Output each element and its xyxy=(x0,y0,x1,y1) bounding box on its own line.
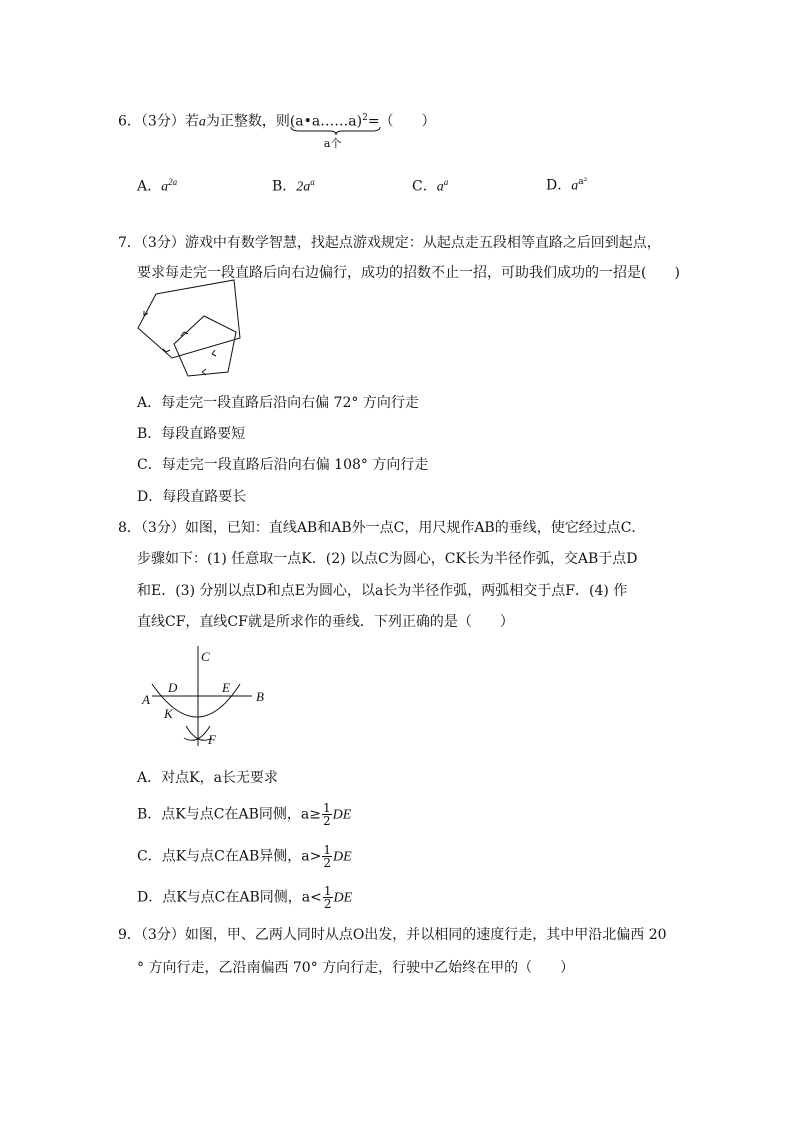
q6-var: a xyxy=(198,114,206,130)
q6-number: 6． xyxy=(118,113,141,130)
q8-option-c-text: C．点K与点C在AB异侧，a> xyxy=(137,848,322,865)
q9-stem-line2: ° 方向行走，乙沿南偏西 70° 方向行走，行驶中乙始终在甲的（ ） xyxy=(137,960,575,976)
outer-pentagon xyxy=(138,280,240,358)
q6-brace-content: (a•a……a) xyxy=(289,113,363,130)
q7-option-d[interactable]: D．每段直路要长 xyxy=(137,489,247,505)
q7-stem-line2: 要求每走完一段直路后向右边偏行，成功的招数不止一招，可助我们成功的一招是( ) xyxy=(137,265,680,281)
q8-option-d-de: DE xyxy=(333,890,353,906)
half-fraction xyxy=(322,844,332,869)
q7-option-b[interactable]: B．每段直路要短 xyxy=(137,426,246,442)
q8-option-d-text: D．点K与点C在AB同侧，a< xyxy=(137,889,322,906)
arrow-icon xyxy=(212,350,216,356)
q8-stem-line4: 直线CF，直线CF就是所求作的垂线．下列正确的是（ ） xyxy=(137,614,514,630)
label-e: E xyxy=(222,680,230,695)
q8-stem-line2: 步骤如下：(1) 任意取一点K．(2) 以点C为圆心，CK长为半径作弧，交AB于点D xyxy=(137,551,638,567)
q6-option-d-base: a xyxy=(571,178,579,194)
label-k: K xyxy=(164,706,173,721)
half-fraction xyxy=(323,885,333,910)
inner-pentagon xyxy=(174,316,236,376)
fraction-numerator: 1 xyxy=(323,843,331,857)
q6-option-b[interactable] xyxy=(272,172,315,198)
label-c: C xyxy=(201,649,210,664)
q6-option-b-label: B． xyxy=(272,178,297,195)
q6-brace-expr xyxy=(289,108,368,150)
q6-option-d-label: D． xyxy=(546,177,572,194)
q6-option-a-base: a xyxy=(161,179,169,195)
q6-option-b-base: 2a xyxy=(296,179,311,195)
q6-option-a[interactable] xyxy=(137,172,177,198)
fraction-denominator: 2 xyxy=(322,814,331,828)
q6-option-c-base: a xyxy=(436,179,444,195)
q6-brace-exp: 2 xyxy=(362,113,368,123)
q6-option-d[interactable] xyxy=(546,172,587,197)
q7-stem-line1: 7．（3分）游戏中有数学智慧，找起点游戏规定：从起点走五段相等直路之后回到起点， xyxy=(118,235,661,251)
q6-option-a-exp: 2a xyxy=(168,177,178,187)
q6-score: （3分） xyxy=(140,113,185,130)
q8-construction-figure xyxy=(140,640,280,750)
q6-text-after: =（ ） xyxy=(367,113,436,130)
q6-option-c-label: C． xyxy=(412,178,437,195)
fraction-numerator: 1 xyxy=(322,801,331,815)
q6-stem xyxy=(118,108,436,150)
fraction-denominator: 2 xyxy=(323,897,332,911)
q8-option-d[interactable] xyxy=(137,885,352,910)
q8-option-b[interactable] xyxy=(137,802,351,827)
q8-stem-line3: 和E．(3) 分别以点D和点E为圆心，以a长为半径作弧，两弧相交于点F．(4) 作 xyxy=(137,583,628,599)
q6-option-c-exp: a xyxy=(443,177,449,187)
q8-option-c-de: DE xyxy=(333,849,352,865)
q6-text-before: 若 xyxy=(184,113,199,130)
q7-option-a[interactable]: A．每走完一段直路后沿向右偏 72° 方向行走 xyxy=(137,395,419,411)
q9-stem-line1: 9．（3分）如图，甲、乙两人同时从点O出发，并以相同的速度行走，其中甲沿北偏西 20 xyxy=(118,927,667,943)
q6-option-b-exp: a xyxy=(310,177,315,187)
q6-option-a-label: A． xyxy=(137,178,162,195)
q8-option-b-text: B．点K与点C在AB同侧，a≥ xyxy=(137,806,321,823)
fraction-numerator: 1 xyxy=(323,884,332,898)
q6-option-d-exp: a² xyxy=(578,177,588,187)
q8-option-b-de: DE xyxy=(332,807,352,823)
q7-option-c[interactable]: C．每走完一段直路后沿向右偏 108° 方向行走 xyxy=(137,457,429,473)
q6-option-c[interactable] xyxy=(412,172,448,198)
q7-pentagon-figure xyxy=(132,272,262,382)
label-d: D xyxy=(168,680,178,695)
q6-brace-label: a个 xyxy=(323,137,342,150)
label-a: A xyxy=(142,692,150,707)
q8-stem-line1: 8．（3分）如图，已知：直线AB和AB外一点C，用尺规作AB的垂线，使它经过点C． xyxy=(118,520,646,536)
half-fraction xyxy=(322,802,332,827)
q8-option-c[interactable] xyxy=(137,844,352,869)
label-b: B xyxy=(256,689,264,704)
label-f: F xyxy=(208,732,216,747)
q8-option-a[interactable]: A．对点K，a长无要求 xyxy=(137,770,278,786)
fraction-denominator: 2 xyxy=(323,856,331,870)
q6-text-mid: 为正整数，则 xyxy=(205,113,290,130)
